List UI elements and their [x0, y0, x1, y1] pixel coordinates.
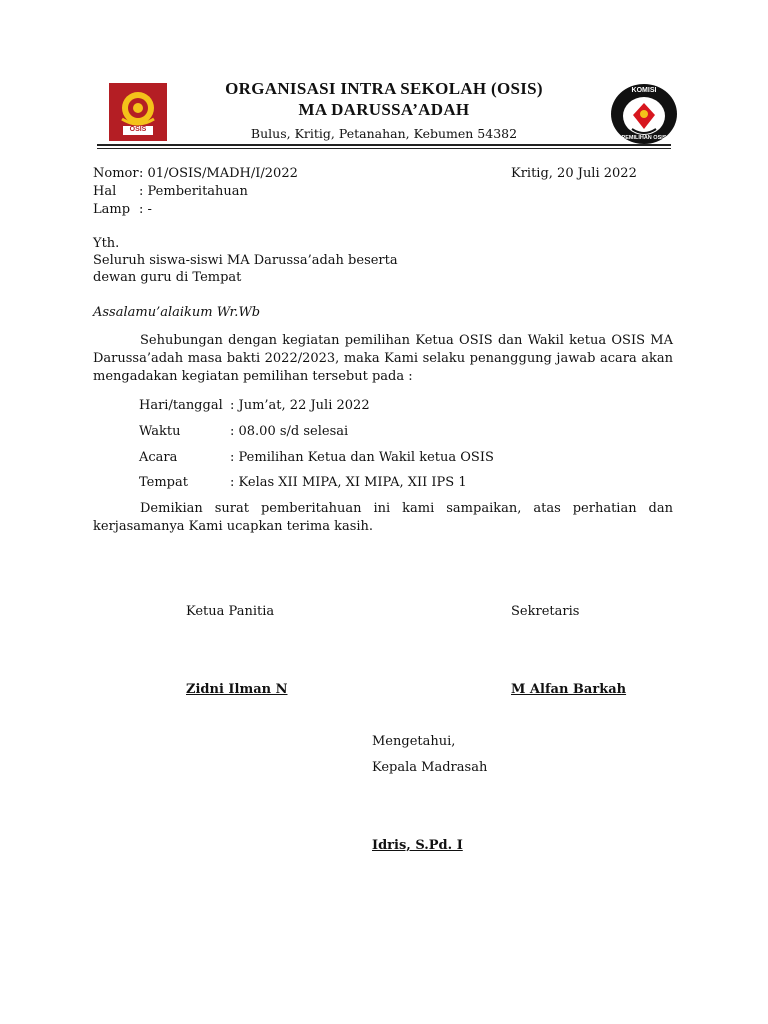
kpu-logo-top-text: KOMISI [631, 87, 657, 94]
approval-label: Mengetahui, [372, 734, 456, 749]
hal-label: Hal [93, 184, 117, 199]
header-rule-thick [97, 144, 671, 146]
school-address: Bulus, Kritig, Petanahan, Kebumen 54382 [250, 126, 518, 141]
osis-logo [109, 83, 167, 141]
lamp-value: : - [139, 202, 152, 217]
org-title: ORGANISASI INTRA SEKOLAH (OSIS) [225, 79, 543, 98]
lamp-label: Lamp [93, 202, 131, 217]
nomor-value: : 01/OSIS/MADH/I/2022 [139, 166, 298, 181]
header-rule-thin [97, 148, 671, 149]
detail-value-place: : Kelas XII MIPA, XI MIPA, XII IPS 1 [230, 475, 467, 490]
recipient-line-2: dewan guru di Tempat [93, 270, 242, 285]
right-signer-name: M Alfan Barkah [511, 682, 627, 697]
detail-value-date: : Jum’at, 22 Juli 2022 [230, 398, 370, 413]
recipient-yth: Yth. [93, 236, 120, 251]
intro-paragraph: Sehubungan dengan kegiatan pemilihan Ketua OSIS dan Wakil ketua OSIS MA Darussa’adah masa bakti 2022/2023, maka Kami selaku penanggung jawab acara akan mengadakan kegiatan pemilihan tersebut pada : [93, 333, 673, 384]
right-signer-role: Sekretaris [511, 604, 580, 619]
nomor-label: Nomor [93, 166, 139, 181]
letter-date: Kritig, 20 Juli 2022 [511, 166, 637, 181]
detail-label-date: Hari/tanggal [139, 398, 223, 413]
school-title: MA DARUSSA’ADAH [298, 100, 470, 119]
osis-logo-text: OSIS [129, 126, 147, 133]
left-signer-role: Ketua Panitia [186, 604, 275, 619]
kpu-logo [610, 83, 678, 145]
principal-name: Idris, S.Pd. I [372, 838, 463, 853]
greeting: Assalamu’alaikum Wr.Wb [93, 305, 261, 320]
detail-label-time: Waktu [139, 424, 181, 439]
detail-value-event: : Pemilihan Ketua dan Wakil ketua OSIS [230, 450, 494, 465]
detail-value-time: : 08.00 s/d selesai [230, 424, 349, 439]
detail-label-place: Tempat [139, 475, 188, 490]
principal-role: Kepala Madrasah [372, 760, 488, 775]
left-signer-name: Zidni Ilman N [186, 682, 288, 697]
recipient-line-1: Seluruh siswa-siswi MA Darussa’adah beserta [93, 253, 398, 268]
kpu-logo-ring-text: PEMILIHAN OSIS [621, 135, 667, 141]
hal-value: : Pemberitahuan [139, 184, 248, 199]
detail-label-event: Acara [139, 450, 178, 465]
closing-paragraph: Demikian surat pemberitahuan ini kami sampaikan, atas perhatian dan kerjasamanya Kami ucapkan terima kasih. [93, 501, 673, 534]
